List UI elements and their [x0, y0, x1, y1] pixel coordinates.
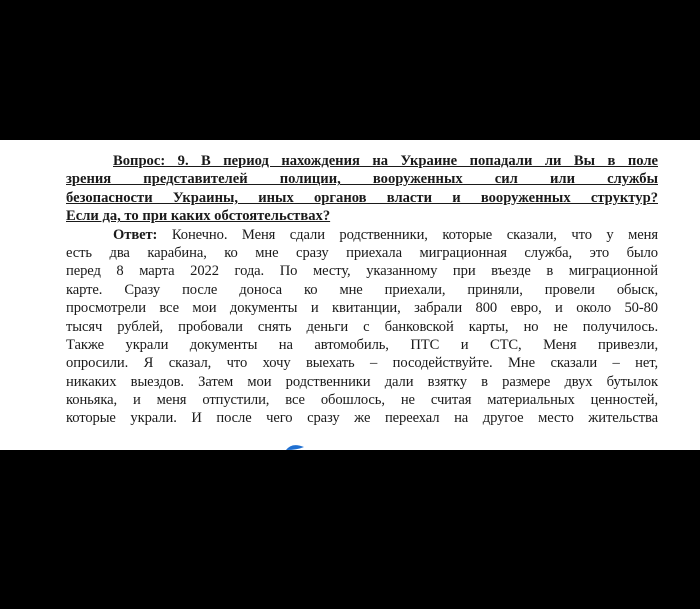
answer-line: Также украли документы на автомобиль, ПТС и СТС, Меня привезли, [66, 336, 658, 353]
answer-line: есть два карабина, ко мне сразу приехала миграционная служба, это было [66, 244, 658, 261]
answer-line: карте. Сразу после доноса ко мне приехали, приняли, провели обыск, [66, 281, 658, 298]
answer-line: тысяч рублей, пробовали снять деньги с банковской карты, но не получилось. [66, 318, 658, 335]
question-line: зрения представителей полиции, вооруженных сил или службы [66, 171, 658, 188]
question-line: Вопрос: 9. В период нахождения на Украине попадали ли Вы в поле [113, 153, 658, 169]
question-line: Если да, то при каких обстоятельствах? [66, 208, 331, 225]
answer-first-text: Конечно. Меня сдали родственники, которые сказали, что у меня [171, 226, 658, 243]
document-excerpt [0, 140, 700, 450]
answer-line: коньяка, и меня отпустили, все обошлось, не считая материальных ценностей, [66, 392, 658, 409]
answer-label: Ответ: [113, 226, 158, 243]
answer-line: просмотрели все мои документы и квитанции, забрали 800 евро, и около 50-80 [66, 300, 658, 317]
answer-line: которые украли. И после чего сразу же переехал на другое место жительства [66, 410, 658, 427]
answer-line: перед 8 марта 2022 года. По месту, указанному при въезде в миграционной [66, 263, 658, 280]
question-line: безопасности Украины, иных органов власти и вооруженных структур? [66, 189, 658, 206]
question-block [66, 152, 658, 226]
answer-first-line [66, 226, 658, 244]
cursor-icon [284, 441, 306, 453]
answer-line: опросили. Я сказал, что хочу выехать – посодействуйте. Мне сказали – нет, [66, 355, 658, 372]
answer-block [66, 226, 658, 428]
answer-line: никаких выездов. Затем мои родственники дали взятку в размере двух бутылок [66, 373, 658, 390]
document-text [66, 152, 658, 428]
